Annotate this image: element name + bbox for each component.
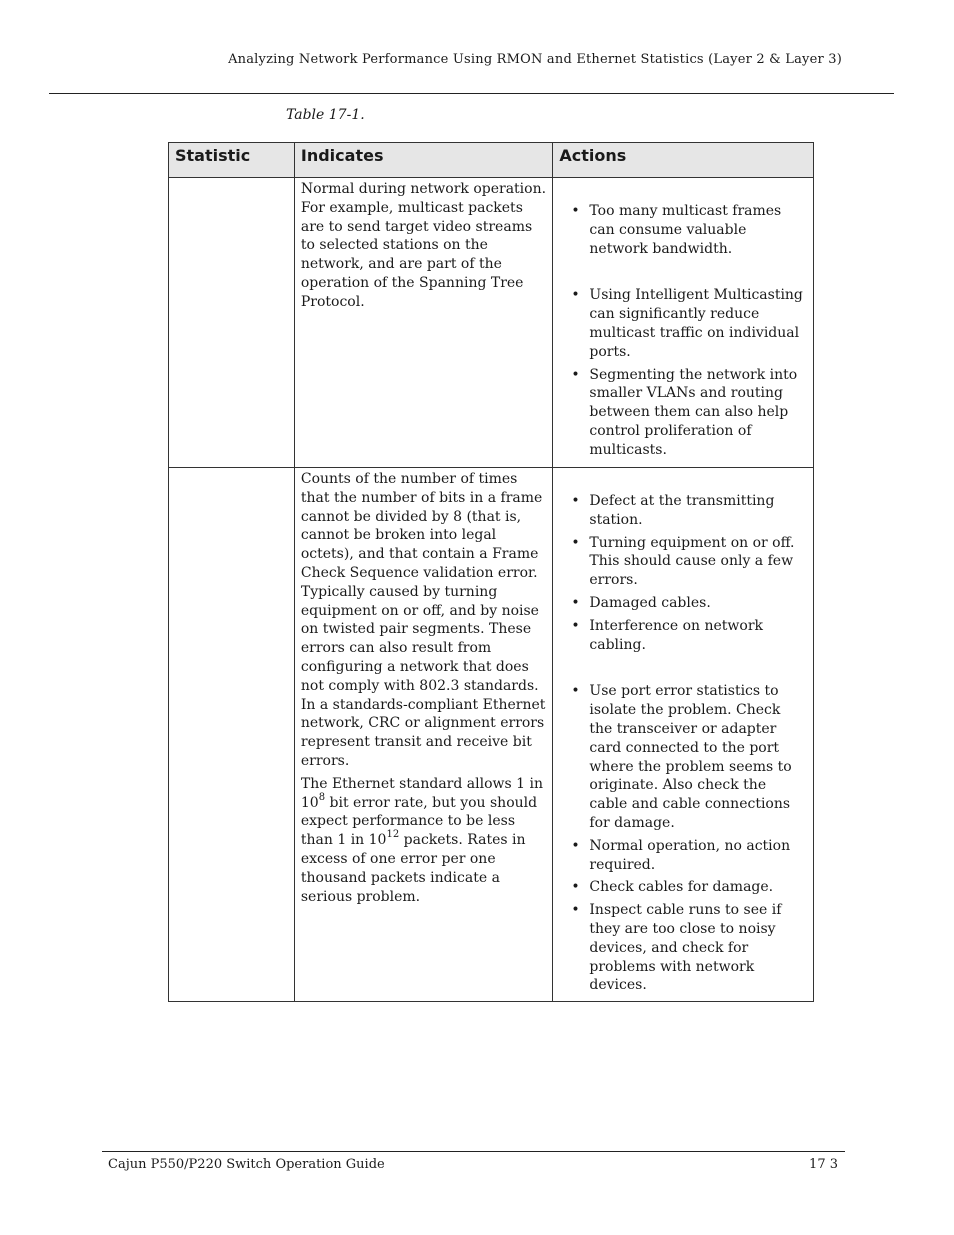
running-header: Analyzing Network Performance Using RMON and Ethernet Statistics (Layer 2 & Layer 3) (228, 52, 842, 67)
text-run: packets. Rates in excess of one error per one thousand packets indicate a serious problem. (300, 832, 526, 905)
column-header-indicates: Indicates (294, 143, 553, 178)
table-header-row (169, 143, 814, 178)
action-item: • Check cables for damage. (567, 878, 807, 897)
column-header-statistic: Statistic (169, 143, 295, 178)
table-row (169, 468, 814, 1002)
footer-rule (102, 1151, 845, 1152)
footer-guide-title: Cajun P550/P220 Switch Operation Guide (108, 1157, 385, 1172)
action-item: • Interference on network cabling. (567, 617, 807, 655)
indicates-cell (294, 178, 553, 468)
action-item: • Inspect cable runs to see if they are too close to noisy devices, and check for problems with network devices. (567, 901, 807, 995)
indicates-text: Counts of the number of times that the number of bits in a frame cannot be divided by 8 (that is, cannot be broken into legal octets), and that contain a Frame Check Sequence validation error. Typically caused by turning equipment on or off, and by noise on twisted pair segments. These errors can also result from configuring a network that does not comply with 802.3 standards. In a standards-compliant Ethernet network, CRC or alignment errors represent transit and receive bit errors. (300, 471, 546, 769)
text-run: bit error rate, but you should expect performance to be less than 1 in 10 (300, 794, 538, 849)
action-item: • Use port error statistics to isolate the problem. Check the transceiver or adapter card connected to the port where the problem seems to originate. Also check the cable and cable connections for damage. (567, 682, 807, 832)
indicates-text: Normal during network operation. For example, multicast packets are to send target video streams to selected stations on the network, and are part of the operation of the Spanning Tree Protocol. (300, 181, 547, 310)
actions-cell (553, 468, 814, 1002)
exponent: 8 (318, 791, 326, 803)
action-item: • Too many multicast frames can consume valuable network bandwidth. (567, 202, 807, 258)
column-header-actions: Actions (553, 143, 814, 178)
action-item: • Normal operation, no action required. (567, 837, 807, 875)
exponent: 12 (386, 829, 400, 841)
statistic-cell (169, 178, 295, 468)
indicates-text-error-rate (301, 775, 547, 907)
actions-list (567, 202, 807, 460)
action-item: • Segmenting the network into smaller VLANs and routing between them can also help control proliferation of multicasts. (567, 366, 807, 460)
header-rule (49, 93, 894, 94)
text-run: The Ethernet standard allows 1 in 10 (300, 775, 543, 811)
table-row (169, 178, 814, 468)
footer-page-number: 17 3 (809, 1157, 838, 1172)
actions-cell (553, 178, 814, 468)
action-item: • Using Intelligent Multicasting can significantly reduce multicast traffic on individual ports. (567, 286, 807, 361)
actions-list (567, 492, 807, 995)
action-item: • Damaged cables. (567, 594, 807, 613)
statistics-table (168, 142, 814, 1002)
table-caption: Table 17-1. (286, 107, 365, 123)
action-item: • Defect at the transmitting station. (567, 492, 807, 530)
action-item: • Turning equipment on or off. This should cause only a few errors. (567, 534, 807, 590)
statistic-cell (169, 468, 295, 1002)
indicates-cell (294, 468, 553, 1002)
